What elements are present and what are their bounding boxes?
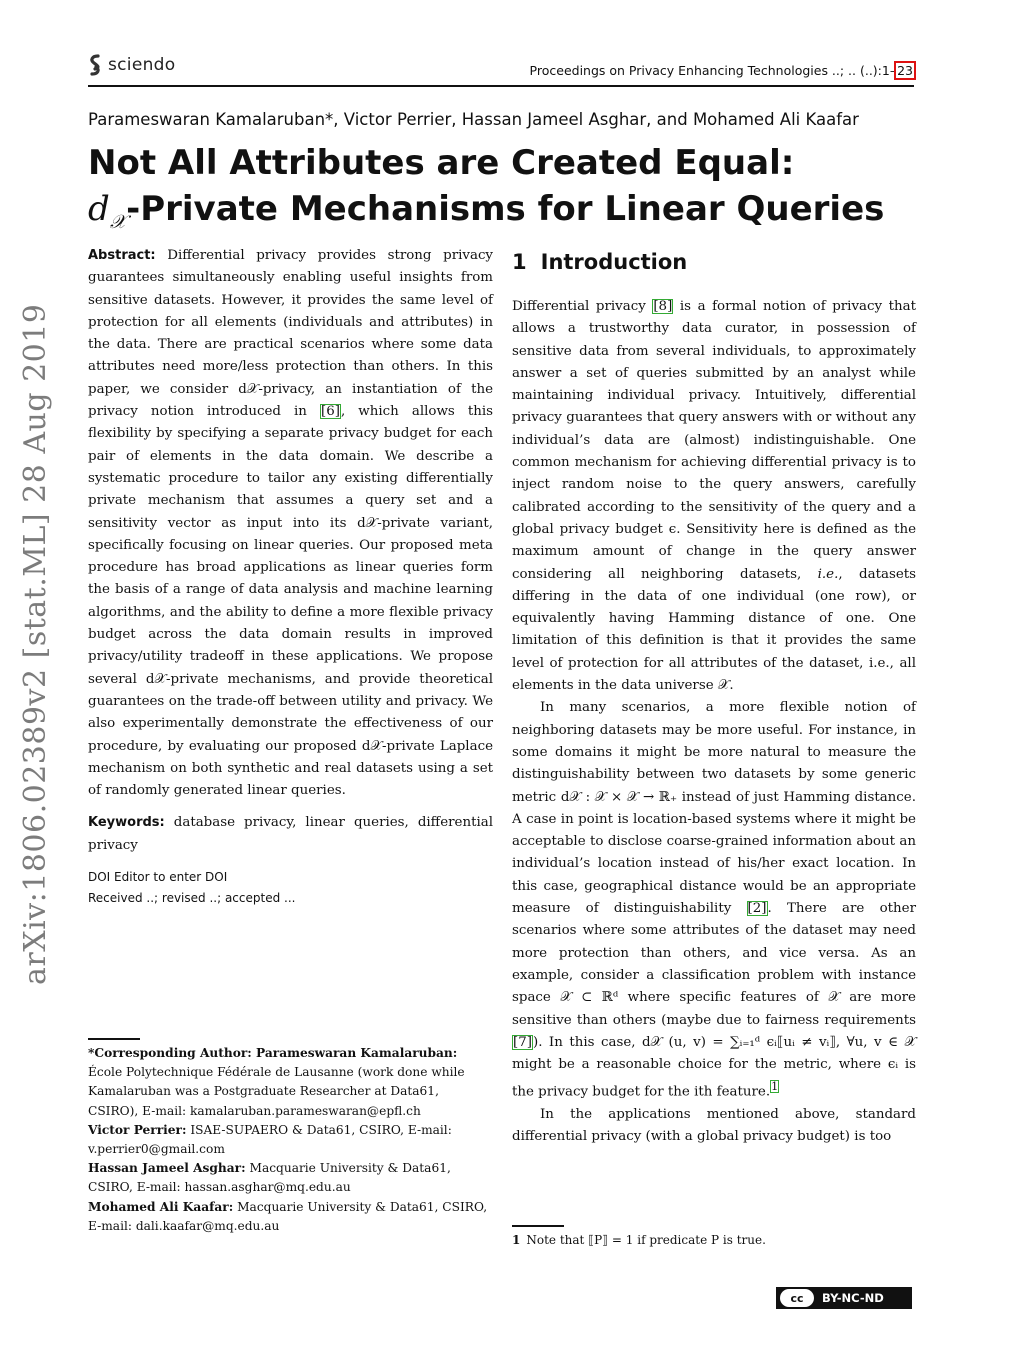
intro-text: . There are other scenarios where some attributes of the dataset may need more protection than others, and vice versa. As an example, consider a classification problem with instance space 𝒳 ⊂ ℝᵈ where specific features of 𝒳 are more sensitive than others (maybe due to fairness requirements [512, 901, 916, 1028]
header-rule [88, 85, 914, 87]
affiliations [88, 1044, 493, 1236]
intro-text: ). In this case, d𝒳 (u, v) = ∑ᵢ₌₁ᵈ ϵᵢ⟦uᵢ ≠ vᵢ⟧, ∀u, v ∈ 𝒳 might be a reasonable choice for the metric, where ϵᵢ is the privacy budget for the ith feature. [512, 1034, 916, 1100]
affiliation-name: Mohamed Ali Kaafar: [88, 1199, 234, 1214]
intro-text: is a formal notion of privacy that allows a trustworthy data curator, in possession of sensitive data from several individuals, to approximately answer a set of queries submitted by an analyst while maintaining individual privacy. Intuitively, differential privacy guarantees that query answers with or without any individual’s data are (almost) indistinguishable. One common mechanism for achieving differential privacy is to inject random noise to the query answers, carefully calibrated according to the sensitivity of the query and a global privacy budget ϵ. Sensitivity here is defined as the maximum amount of change in the query answer considering all neighboring datasets, [512, 299, 916, 582]
doi-block [88, 867, 493, 909]
title-line-2 [88, 186, 928, 245]
affiliation-text: ISAE-SUPAERO & Data61, CSIRO, E-mail: v.perrier0@gmail.com [88, 1122, 452, 1157]
publisher-name: sciendo [108, 55, 176, 75]
title-line-1: Not All Attributes are Created Equal: [88, 143, 795, 183]
keywords-paragraph [88, 812, 493, 857]
affiliation-text: École Polytechnique Fédérale de Lausanne (work done while Kamalaruban was a Postgraduate Researcher at Data61, CSIRO), E-mail: kamalaruban.parameswaran@epfl.ch [88, 1065, 465, 1118]
affiliation-item [88, 1159, 493, 1197]
footnote-number: 1 [512, 1233, 521, 1247]
citation-link-7[interactable]: [7] [513, 1034, 532, 1050]
abstract-text-1: Differential privacy provides strong privacy guarantees simultaneously enabling useful insights from sensitive datasets. However, it provides the same level of protection for all elements (individuals and attributes) in the data. There are practical scenarios where some data attributes need more/less protection than others. In this paper, we consider d𝒳-privacy, an instantiation of the privacy notion introduced in [88, 248, 494, 420]
intro-text: In many scenarios, a more flexible notion of neighboring datasets may be more useful. For instance, in some domains it might be more natural to measure the distinguishability between two datasets by some generic metric d𝒳 : 𝒳 × 𝒳 → ℝ₊ instead of just Hamming distance. A case in point is location-based systems where it might be acceptable to disclose coarse-grained information about an individual’s location instead of his/her exact location. In this case, geographical distance would be an appropriate measure of distinguishability [512, 700, 916, 917]
sciendo-logo-icon [88, 54, 102, 76]
intro-paragraph-1 [512, 296, 916, 697]
journal-name: Proceedings on Privacy Enhancing Technologies ..; .. (..):1– [529, 63, 897, 78]
affiliation-name: *Corresponding Author: Parameswaran Kamalaruban: [88, 1046, 458, 1060]
keywords-text: database privacy, linear queries, differential privacy [88, 815, 493, 853]
intro-paragraph-2 [512, 697, 916, 1104]
abstract-paragraph [88, 245, 493, 802]
keywords-label: Keywords: [88, 815, 165, 831]
affiliation-text: Macquarie University & Data61, CSIRO, E-mail: hassan.asghar@mq.edu.au [88, 1161, 451, 1195]
license-text: BY-NC-ND [822, 1291, 884, 1305]
affiliation-text: Macquarie University & Data61, CSIRO, E-mail: dali.kaafar@mq.edu.au [88, 1199, 488, 1233]
abstract-text-2: , which allows this flexibility by specifying a separate privacy budget for each pair of elements in the data domain. We describe a systematic procedure to tailor any existing differentially private mechanism that assumes a query set and a sensitivity vector as input into its d𝒳-private variant, specifically focusing on linear queries. Our proposed meta procedure has broad applications as linear queries form the basis of a range of data analysis and machine learning algorithms, and the ability to define a more flexible privacy budget across the data domain results in improved privacy/utility tradeoff in these applications. We propose several d𝒳-private mechanisms, and provide theoretical guarantees on the trade-off between utility and privacy. We also experimentally demonstrate the effectiveness of our procedure, by evaluating our proposed d𝒳-private Laplace mechanism on both synthetic and real datasets using a set of randomly generated linear queries. [88, 404, 493, 799]
footnote-rule [512, 1225, 564, 1227]
section-heading [512, 250, 916, 274]
intro-text: Differential privacy [512, 299, 646, 314]
title-math-sub: 𝒳 [109, 210, 127, 233]
footnote [512, 1233, 766, 1247]
abstract-section [88, 245, 493, 909]
affiliation-item [88, 1198, 493, 1236]
section-number: 1 [512, 250, 527, 274]
doi-line: DOI Editor to enter DOI [88, 870, 228, 885]
affiliation-item [88, 1044, 493, 1121]
introduction-section [512, 250, 916, 1149]
last-page-link[interactable]: 23 [897, 63, 913, 78]
citation-link-2[interactable]: [2] [747, 901, 767, 917]
citation-link-8[interactable]: [8] [653, 299, 673, 314]
footnote-link-1[interactable]: 1 [771, 1080, 779, 1094]
title-math-d: d [88, 189, 110, 229]
intro-text-italic: i.e. [817, 566, 839, 582]
license-badge[interactable] [776, 1287, 912, 1309]
paper-title [88, 140, 928, 245]
received-line: Received ..; revised ..; accepted ... [88, 891, 296, 906]
cc-icon: cc [780, 1289, 814, 1307]
author-list: Parameswaran Kamalaruban*, Victor Perrier, Hassan Jameel Asghar, and Mohamed Ali Kaafar [88, 110, 859, 129]
title-line-2-rest: -Private Mechanisms for Linear Queries [126, 189, 885, 229]
affiliation-name: Victor Perrier: [88, 1122, 187, 1137]
section-title: Introduction [540, 250, 688, 274]
citation-link-6[interactable]: [6] [321, 404, 340, 420]
abstract-label: Abstract: [88, 248, 156, 263]
intro-text: , datasets differing in the data of one individual (one row), or equivalently having Hamming distance of one. One limitation of this definition is that it provides the same level of protection for all attributes of the dataset, i.e., all elements in the data universe 𝒳. [512, 566, 916, 694]
intro-paragraph-3: In the applications mentioned above, standard differential privacy (with a global privacy budget) is too [512, 1107, 916, 1145]
publisher-logo [88, 54, 175, 76]
arxiv-stamp: arXiv:1806.02389v2 [stat.ML] 28 Aug 2019 [18, 303, 53, 985]
affiliation-item [88, 1121, 493, 1159]
footnote-text: Note that ⟦P⟧ = 1 if predicate P is true. [526, 1233, 766, 1247]
journal-line [530, 63, 914, 78]
affiliation-name: Hassan Jameel Asghar: [88, 1161, 246, 1176]
affiliation-rule [88, 1038, 140, 1040]
